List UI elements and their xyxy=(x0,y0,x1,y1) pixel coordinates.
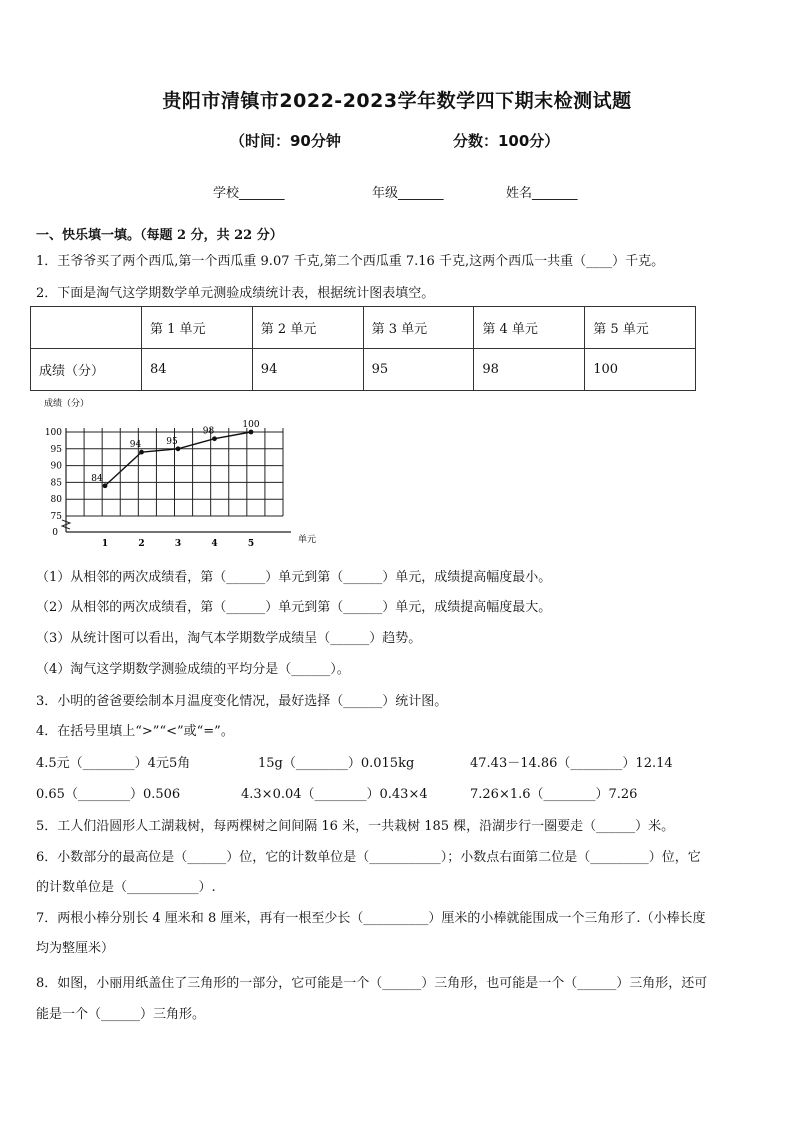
question-7-line-2: 均为整厘米） xyxy=(36,941,115,956)
table-row xyxy=(31,349,696,391)
compare-item: 15g（________）0.015kg xyxy=(258,756,415,771)
table-cell: 第 4 单元 xyxy=(474,307,585,349)
table-cell: 84 xyxy=(142,349,253,391)
table-cell xyxy=(31,307,142,349)
data-point xyxy=(103,483,108,488)
table-cell: 成绩（分） xyxy=(31,349,142,391)
table-cell: 第 3 单元 xyxy=(363,307,474,349)
section-heading: 一、快乐填一填。（每题 2 分，共 22 分） xyxy=(36,228,283,243)
y-tick-label: 75 xyxy=(50,512,62,522)
compare-item: 47.43－14.86（________）12.14 xyxy=(470,756,673,771)
table-cell: 98 xyxy=(474,349,585,391)
question-6-line-2: 的计数单位是（___________）. xyxy=(36,880,216,895)
table-cell: 100 xyxy=(585,349,696,391)
table-cell: 第 5 单元 xyxy=(585,307,696,349)
table-cell: 第 1 单元 xyxy=(142,307,253,349)
exam-score: 分数：100分） xyxy=(453,132,560,150)
question-2: 2．下面是淘气这学期数学单元测验成绩统计表，根据统计图表填空。 xyxy=(36,286,435,301)
page-title: 贵阳市清镇市2022-2023学年数学四下期末检测试题 xyxy=(162,90,632,112)
scores-line-chart xyxy=(36,394,336,554)
x-tick-label: 5 xyxy=(247,539,255,549)
compare-item: 0.65（________）0.506 xyxy=(36,787,181,802)
question-2-4: （4）淘气这学期数学测验成绩的平均分是（______）。 xyxy=(36,662,350,677)
data-label: 84 xyxy=(91,473,103,484)
scores-table xyxy=(30,306,696,391)
question-3: 3．小明的爸爸要绘制本月温度变化情况，最好选择（______）统计图。 xyxy=(36,694,448,709)
table-cell: 94 xyxy=(252,349,363,391)
data-label: 95 xyxy=(166,436,178,447)
school-field: 学校_______ xyxy=(213,186,285,201)
y-tick-label: 100 xyxy=(44,428,62,438)
data-label: 94 xyxy=(129,440,142,451)
grade-field: 年级_______ xyxy=(372,186,444,201)
x-tick-label: 1 xyxy=(101,539,109,549)
question-2-1: （1）从相邻的两次成绩看，第（______）单元到第（______）单元，成绩提高幅度最小。 xyxy=(36,570,552,585)
y-tick-label: 0 xyxy=(52,528,58,538)
x-tick-label: 2 xyxy=(138,539,145,549)
y-tick-label: 85 xyxy=(50,478,62,489)
question-7-line-1: 7．两根小棒分别长 4 厘米和 8 厘米，再有一根至少长（__________）厘米的小棒就能围成一个三角形了.（小棒长度 xyxy=(36,911,706,926)
x-tick-label: 3 xyxy=(174,539,182,549)
table-cell: 第 2 单元 xyxy=(252,307,363,349)
data-label: 98 xyxy=(202,426,215,437)
data-point xyxy=(212,436,217,441)
y-tick-label: 95 xyxy=(50,444,62,455)
x-axis-label: 单元 xyxy=(298,535,317,545)
name-field: 姓名_______ xyxy=(506,186,578,201)
question-1: 1．王爷爷买了两个西瓜,第一个西瓜重 9.07 千克,第二个西瓜重 7.16 千克,这两个西瓜一共重（____）千克。 xyxy=(36,254,665,269)
data-point xyxy=(249,430,254,435)
y-axis-label: 成绩（分） xyxy=(44,399,90,409)
x-tick-label: 4 xyxy=(211,539,218,549)
question-4: 4．在括号里填上“>”“<”或“=”。 xyxy=(36,724,234,739)
compare-item: 4.5元（________）4元5角 xyxy=(36,756,191,771)
question-2-3: （3）从统计图可以看出，淘气本学期数学成绩呈（______）趋势。 xyxy=(36,631,422,646)
compare-item: 4.3×0.04（________）0.43×4 xyxy=(241,787,428,802)
data-point xyxy=(176,446,181,451)
data-point xyxy=(139,450,144,455)
axis-break xyxy=(62,520,70,529)
table-cell: 95 xyxy=(363,349,474,391)
y-tick-label: 90 xyxy=(50,461,62,472)
data-label: 100 xyxy=(242,420,260,430)
table-row xyxy=(31,307,696,349)
exam-time: （时间：90分钟 xyxy=(230,132,341,150)
question-8-line-1: 8．如图，小丽用纸盖住了三角形的一部分，它可能是一个（______）三角形，也可能是一个（______）三角形，还可 xyxy=(36,976,708,991)
question-8-line-2: 能是一个（______）三角形。 xyxy=(36,1007,206,1022)
y-tick-label: 80 xyxy=(50,495,62,506)
question-2-2: （2）从相邻的两次成绩看，第（______）单元到第（______）单元，成绩提高幅度最大。 xyxy=(36,600,552,615)
question-5: 5．工人们沿圆形人工湖栽树，每两棵树之间间隔 16 米，一共栽树 185 棵，沿湖步行一圈要走（______）米。 xyxy=(36,819,675,834)
compare-item: 7.26×1.6（________）7.26 xyxy=(470,787,638,802)
question-6-line-1: 6．小数部分的最高位是（______）位，它的计数单位是（___________）；小数点右面第二位是（_________）位，它 xyxy=(36,850,701,865)
